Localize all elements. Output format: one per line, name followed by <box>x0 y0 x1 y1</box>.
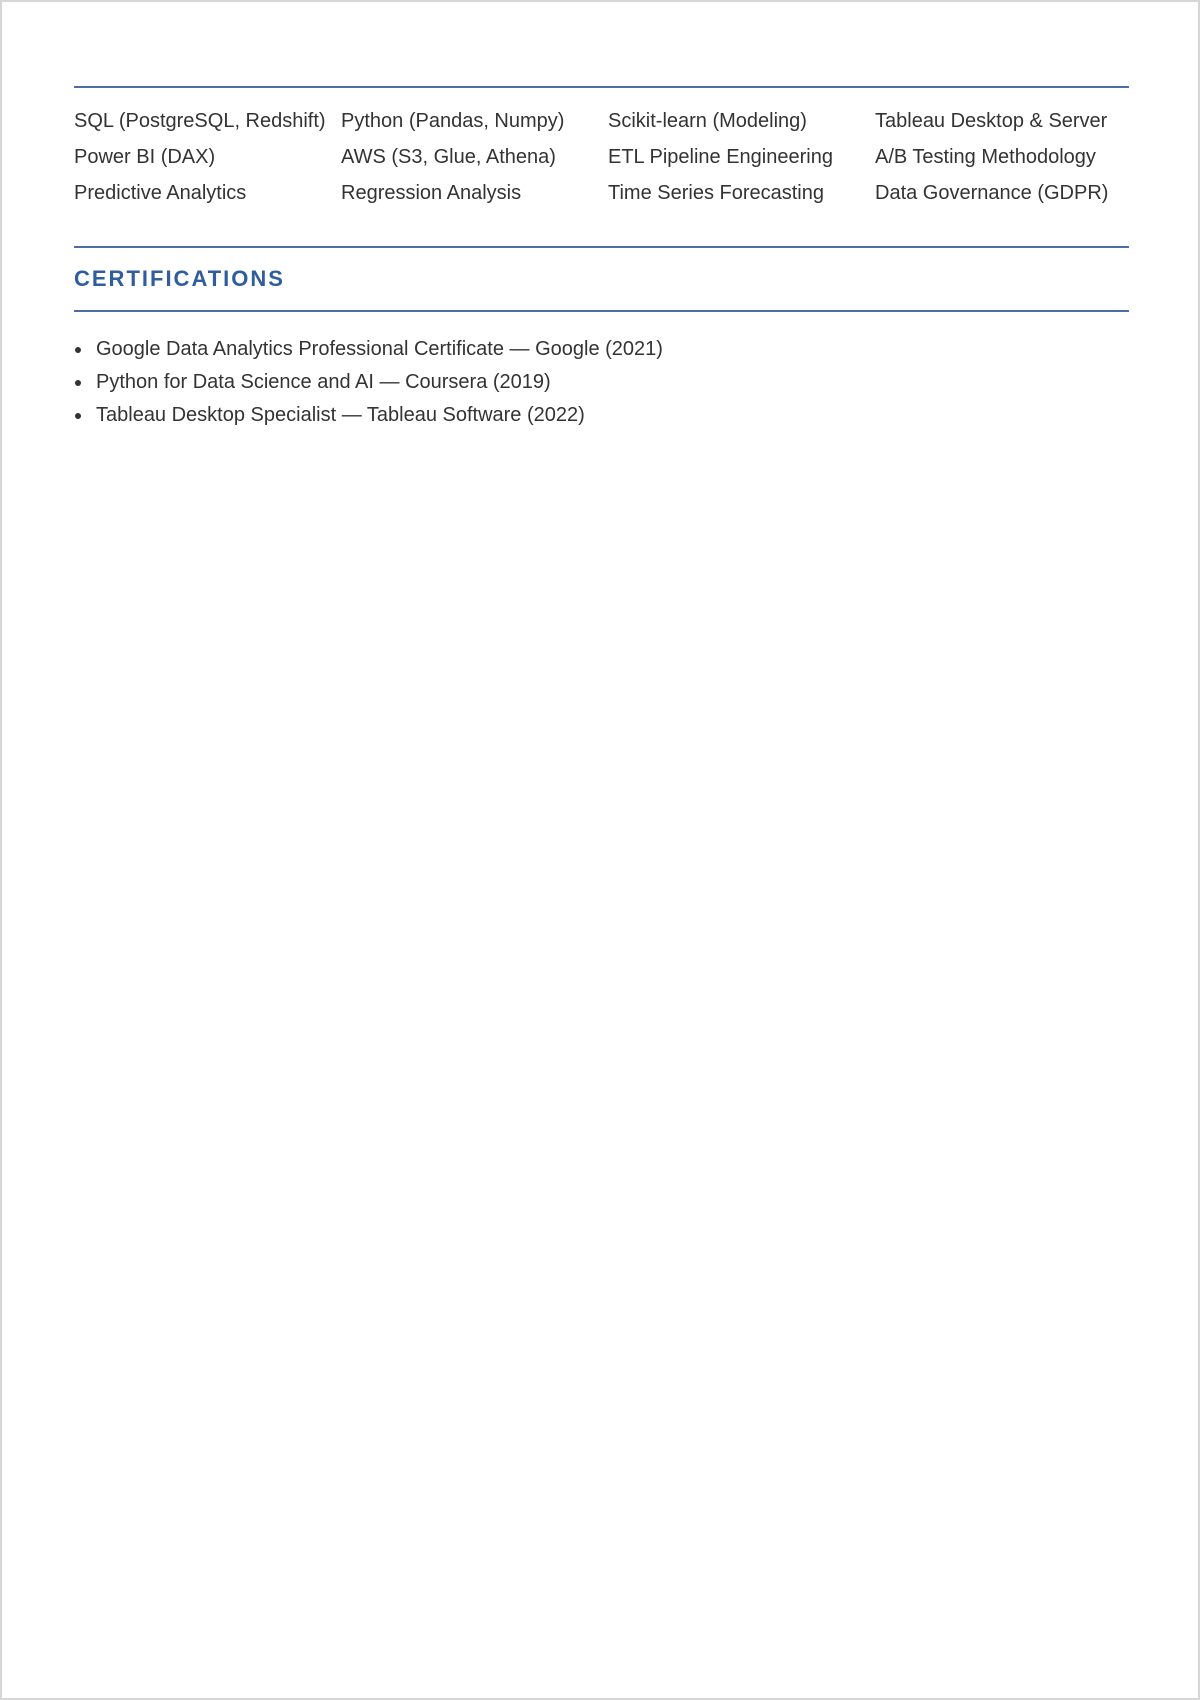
skill-item: Tableau Desktop & Server <box>875 110 1108 132</box>
skill-item: ETL Pipeline Engineering <box>608 146 833 168</box>
certifications-heading-underline <box>74 310 1129 312</box>
skill-item: Scikit-learn (Modeling) <box>608 110 807 132</box>
bullet-icon <box>75 347 81 353</box>
skill-item: AWS (S3, Glue, Athena) <box>341 146 556 168</box>
certification-text: Tableau Desktop Specialist — Tableau Software (2022) <box>96 404 585 426</box>
certifications-heading: CERTIFICATIONS <box>74 266 285 291</box>
skill-item: Predictive Analytics <box>74 182 247 204</box>
skill-item: Python (Pandas, Numpy) <box>341 110 565 132</box>
certification-text: Google Data Analytics Professional Certificate — Google (2021) <box>96 338 663 360</box>
skill-item: Data Governance (GDPR) <box>875 182 1109 204</box>
skill-item: Time Series Forecasting <box>608 182 824 204</box>
certifications-list <box>74 338 1129 426</box>
certification-item <box>74 404 1129 426</box>
certification-text: Python for Data Science and AI — Coursera (2019) <box>96 371 551 393</box>
certification-item <box>74 338 1129 360</box>
skills-grid <box>74 110 1129 204</box>
skill-item: Power BI (DAX) <box>74 146 216 168</box>
skill-item: SQL (PostgreSQL, Redshift) <box>74 110 326 132</box>
bullet-icon <box>75 380 81 386</box>
bullet-icon <box>75 413 81 419</box>
certification-item <box>74 371 1129 393</box>
section-divider-top <box>74 86 1129 88</box>
page-content <box>74 86 1129 437</box>
skill-item: A/B Testing Methodology <box>875 146 1096 168</box>
skill-item: Regression Analysis <box>341 182 522 204</box>
section-divider-certifications <box>74 246 1129 248</box>
